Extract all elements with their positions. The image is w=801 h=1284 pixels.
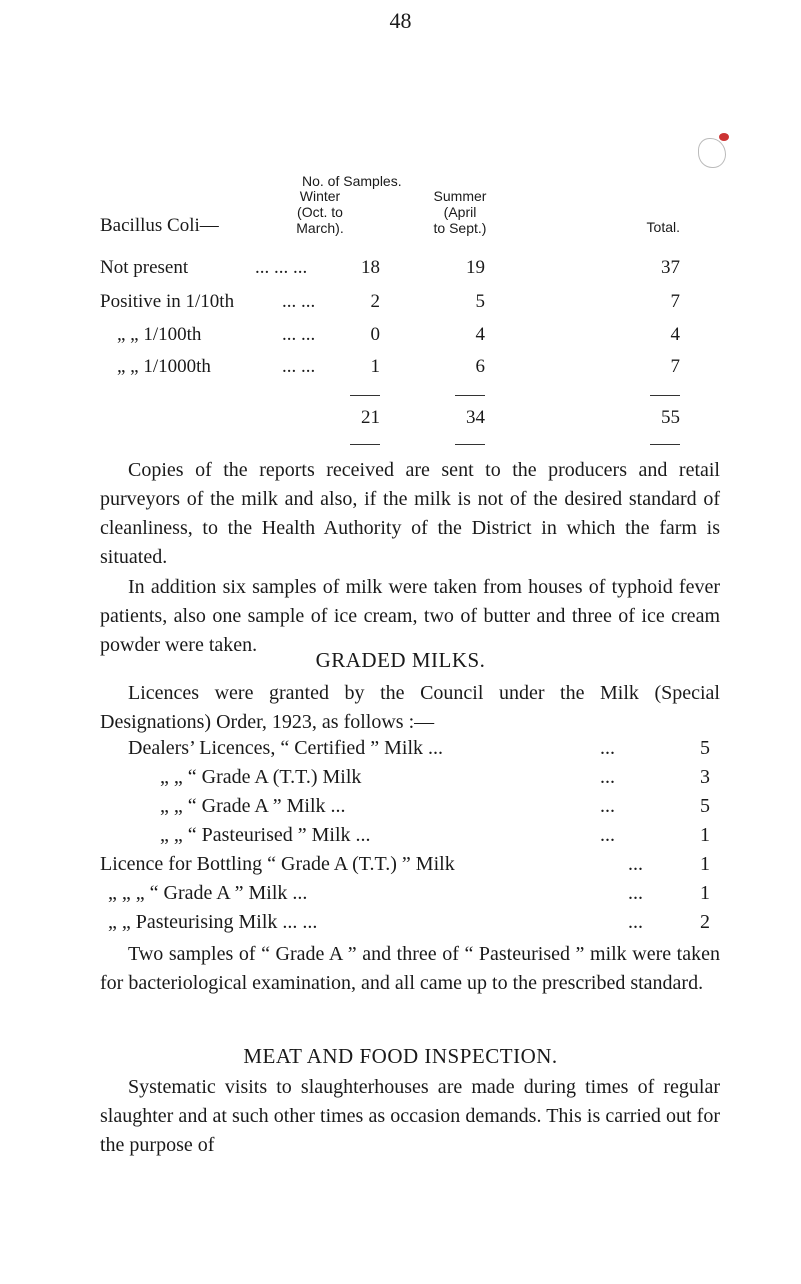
ink-blot-mark bbox=[698, 138, 726, 168]
licence-text: „ „ “ Pasteurised ” Milk ... bbox=[160, 824, 371, 846]
total-summer: 34 bbox=[466, 407, 485, 428]
licence-text: „ „ “ Grade A (T.T.) Milk bbox=[160, 766, 362, 788]
row-dots: ... ... ... bbox=[255, 257, 308, 278]
licence-text: „ „ Pasteurising Milk ... ... bbox=[108, 911, 318, 933]
row-dots: ... ... bbox=[282, 356, 316, 377]
samples-header: No. of Samples. bbox=[302, 173, 402, 189]
sum-rule bbox=[650, 444, 680, 445]
row-summer: 6 bbox=[475, 356, 485, 377]
licence-text: Dealers’ Licences, “ Certified ” Milk ... bbox=[128, 737, 444, 759]
paragraph-systematic bbox=[100, 1073, 720, 1160]
licence-count: 1 bbox=[700, 882, 710, 904]
page-number: 48 bbox=[389, 8, 412, 33]
winter-header-line: Winter bbox=[299, 188, 341, 204]
licence-dots: ... bbox=[628, 911, 643, 933]
sum-rule bbox=[455, 444, 485, 445]
paragraph-reports bbox=[100, 456, 720, 572]
paragraph-text: Two samples of “ Grade A ” and three of “ Pasteurised ” milk were taken for bacteriological examination, and all came up to the prescribed standard. bbox=[100, 943, 720, 994]
summer-header bbox=[400, 188, 520, 236]
row-total: 37 bbox=[661, 257, 680, 278]
heading-meat-food: MEAT AND FOOD INSPECTION. bbox=[243, 1044, 558, 1068]
table-title: Bacillus Coli— bbox=[100, 215, 219, 236]
row-summer: 19 bbox=[466, 257, 485, 278]
paragraph-text: Licences were granted by the Council under the Milk (Special Designations) Order, 1923, as follows :— bbox=[100, 682, 720, 733]
heading-graded-milks: GRADED MILKS. bbox=[315, 648, 486, 672]
sum-rule bbox=[650, 395, 680, 396]
licence-count: 5 bbox=[700, 737, 710, 759]
row-label: Positive in 1/10th bbox=[100, 291, 235, 312]
row-dots: ... ... bbox=[282, 291, 316, 312]
licence-dots: ... bbox=[600, 824, 615, 846]
row-winter: 18 bbox=[361, 257, 380, 278]
licence-count: 1 bbox=[700, 824, 710, 846]
licence-count: 1 bbox=[700, 853, 710, 875]
row-label: „ „ 1/100th bbox=[117, 324, 202, 345]
winter-header-line: (Oct. to bbox=[297, 204, 343, 220]
row-label: Not present bbox=[100, 257, 189, 278]
row-summer: 5 bbox=[475, 291, 485, 312]
licence-text: „ „ „ “ Grade A ” Milk ... bbox=[108, 882, 308, 904]
row-total: 4 bbox=[670, 324, 680, 345]
licence-text: „ „ “ Grade A ” Milk ... bbox=[160, 795, 346, 817]
licence-dots: ... bbox=[600, 795, 615, 817]
paragraph-samples bbox=[100, 940, 720, 998]
row-winter: 2 bbox=[370, 291, 380, 312]
row-label: „ „ 1/1000th bbox=[117, 356, 211, 377]
total-winter: 21 bbox=[361, 407, 380, 428]
summer-header-line: to Sept.) bbox=[433, 220, 487, 236]
licence-dots: ... bbox=[600, 766, 615, 788]
winter-header-line: March). bbox=[296, 220, 344, 236]
licence-dots: ... bbox=[628, 882, 643, 904]
row-total: 7 bbox=[670, 356, 680, 377]
licence-count: 5 bbox=[700, 795, 710, 817]
row-dots: ... ... bbox=[282, 324, 316, 345]
total-header: Total. bbox=[646, 219, 680, 235]
paragraph-text: In addition six samples of milk were taken from houses of typhoid fever patients, also one sample of ice cream, two of butter and three of ice cream powder were taken. bbox=[100, 576, 720, 656]
sum-rule bbox=[350, 395, 380, 396]
licence-text: Licence for Bottling “ Grade A (T.T.) ” Milk bbox=[100, 853, 455, 875]
paragraph-typhoid bbox=[100, 573, 720, 660]
paragraph-text: Copies of the reports received are sent to the producers and retail purveyors of the milk and also, if the milk is not of the desired standard of cleanliness, to the Health Authority of the District in which the farm is situated. bbox=[100, 459, 720, 568]
total-total: 55 bbox=[661, 407, 680, 428]
row-winter: 0 bbox=[370, 324, 380, 345]
sum-rule bbox=[455, 395, 485, 396]
sum-rule bbox=[350, 444, 380, 445]
licence-count: 2 bbox=[700, 911, 710, 933]
row-summer: 4 bbox=[475, 324, 485, 345]
row-total: 7 bbox=[670, 291, 680, 312]
paragraph-text: Systematic visits to slaughterhouses are made during times of regular slaughter and at such other times as occasion demands. This is carried out for the purpose of bbox=[100, 1076, 720, 1156]
licence-count: 3 bbox=[700, 766, 710, 788]
licence-dots: ... bbox=[600, 737, 615, 759]
summer-header-line: (April bbox=[443, 204, 477, 220]
summer-header-line: Summer bbox=[433, 188, 487, 204]
winter-header bbox=[270, 188, 370, 236]
row-winter: 1 bbox=[370, 356, 380, 377]
paragraph-licences bbox=[100, 679, 720, 737]
licence-dots: ... bbox=[628, 853, 643, 875]
